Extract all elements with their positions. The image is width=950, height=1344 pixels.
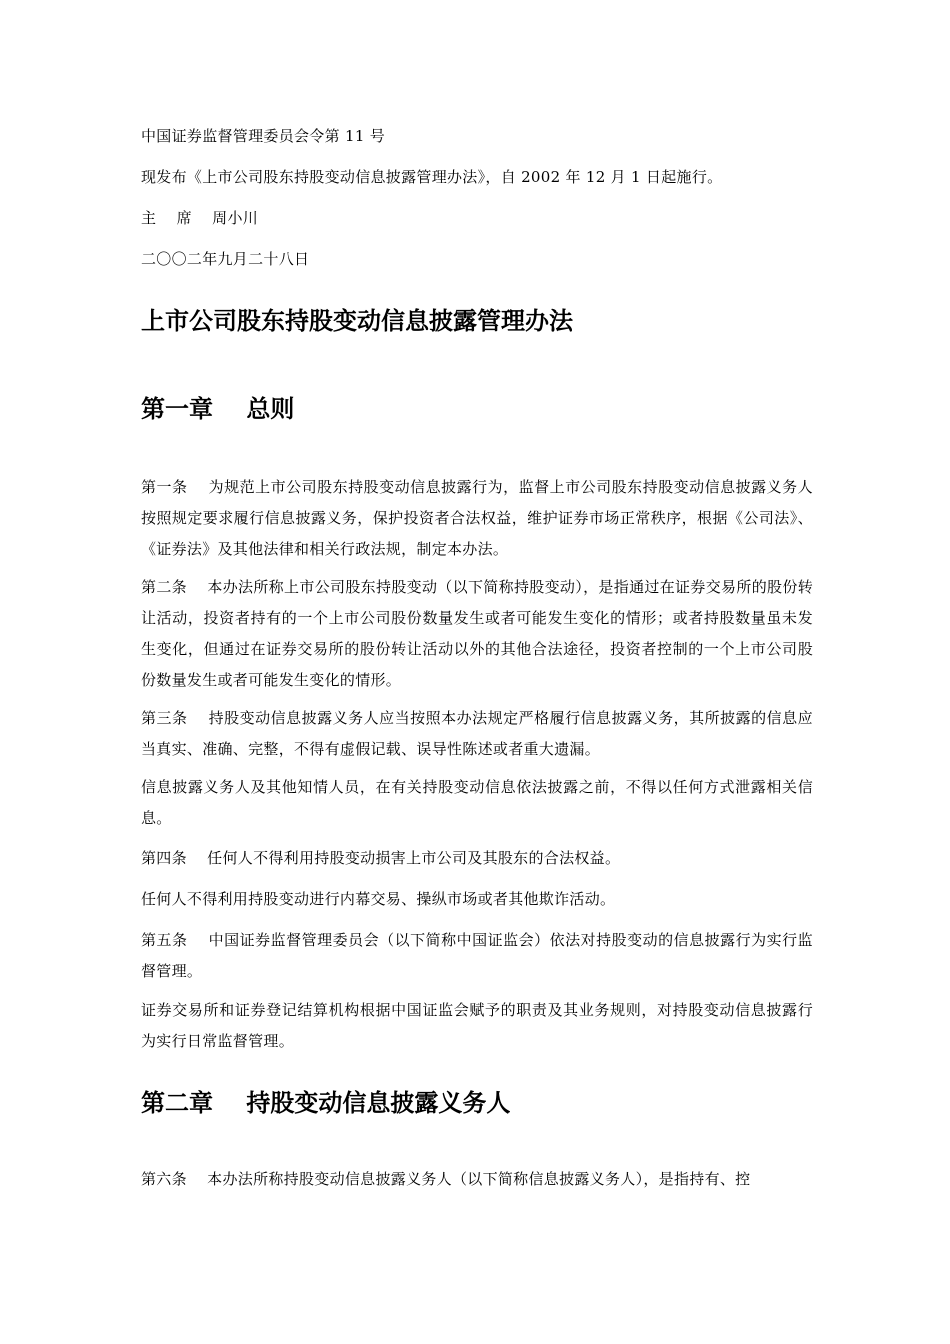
article-4-paragraph-2: 任何人不得利用持股变动进行内幕交易、操纵市场或者其他欺诈活动。 [141,890,616,908]
article-6: 第六条 本办法所称持股变动信息披露义务人（以下简称信息披露义务人），是指持有、控 [141,1170,751,1188]
issue-date: 二〇〇二年九月二十八日 [141,250,310,268]
announcement: 现发布《上市公司股东持股变动信息披露管理办法》，自 2002 年 12 月 1 日起施行。 [141,168,723,186]
article-2: 第二条 本办法所称上市公司股东持股变动（以下简称持股变动），是指通过在证券交易所的股份转让活动，投资者持有的一个上市公司股份数量发生或者可能发生变化的情形；或者持股数量虽未发生变化，但通过在证券交易所的股份转让活动以外的其他合法途径，投资者控制的一个上市公司股份数量发生或者可能发生变化的情形。 [141,578,813,689]
chairman-line: 主 席 周小川 [141,209,259,227]
chapter-2-heading: 第二章 持股变动信息披露义务人 [141,1089,511,1117]
chapter-1-heading: 第一章 总则 [141,395,295,423]
document-title: 上市公司股东持股变动信息披露管理办法 [141,307,573,335]
article-5-paragraph-2: 证券交易所和证券登记结算机构根据中国证监会赋予的职责及其业务规则，对持股变动信息披露行为实行日常监督管理。 [141,1001,813,1050]
article-3-paragraph-2: 信息披露义务人及其他知情人员，在有关持股变动信息依法披露之前，不得以任何方式泄露相关信息。 [141,778,813,827]
article-3: 第三条 持股变动信息披露义务人应当按照本办法规定严格履行信息披露义务，其所披露的信息应当真实、准确、完整，不得有虚假记载、误导性陈述或者重大遗漏。 [141,709,813,758]
article-1: 第一条 为规范上市公司股东持股变动信息披露行为，监督上市公司股东持股变动信息披露义务人按照规定要求履行信息披露义务，保护投资者合法权益，维护证券市场正常秩序，根据《公司法》、《证券法》及其他法律和相关行政法规，制定本办法。 [141,478,813,558]
article-4: 第四条 任何人不得利用持股变动损害上市公司及其股东的合法权益。 [141,849,621,867]
decree-number: 中国证券监督管理委员会令第 11 号 [141,127,386,145]
article-5: 第五条 中国证券监督管理委员会（以下简称中国证监会）依法对持股变动的信息披露行为实行监督管理。 [141,931,813,980]
